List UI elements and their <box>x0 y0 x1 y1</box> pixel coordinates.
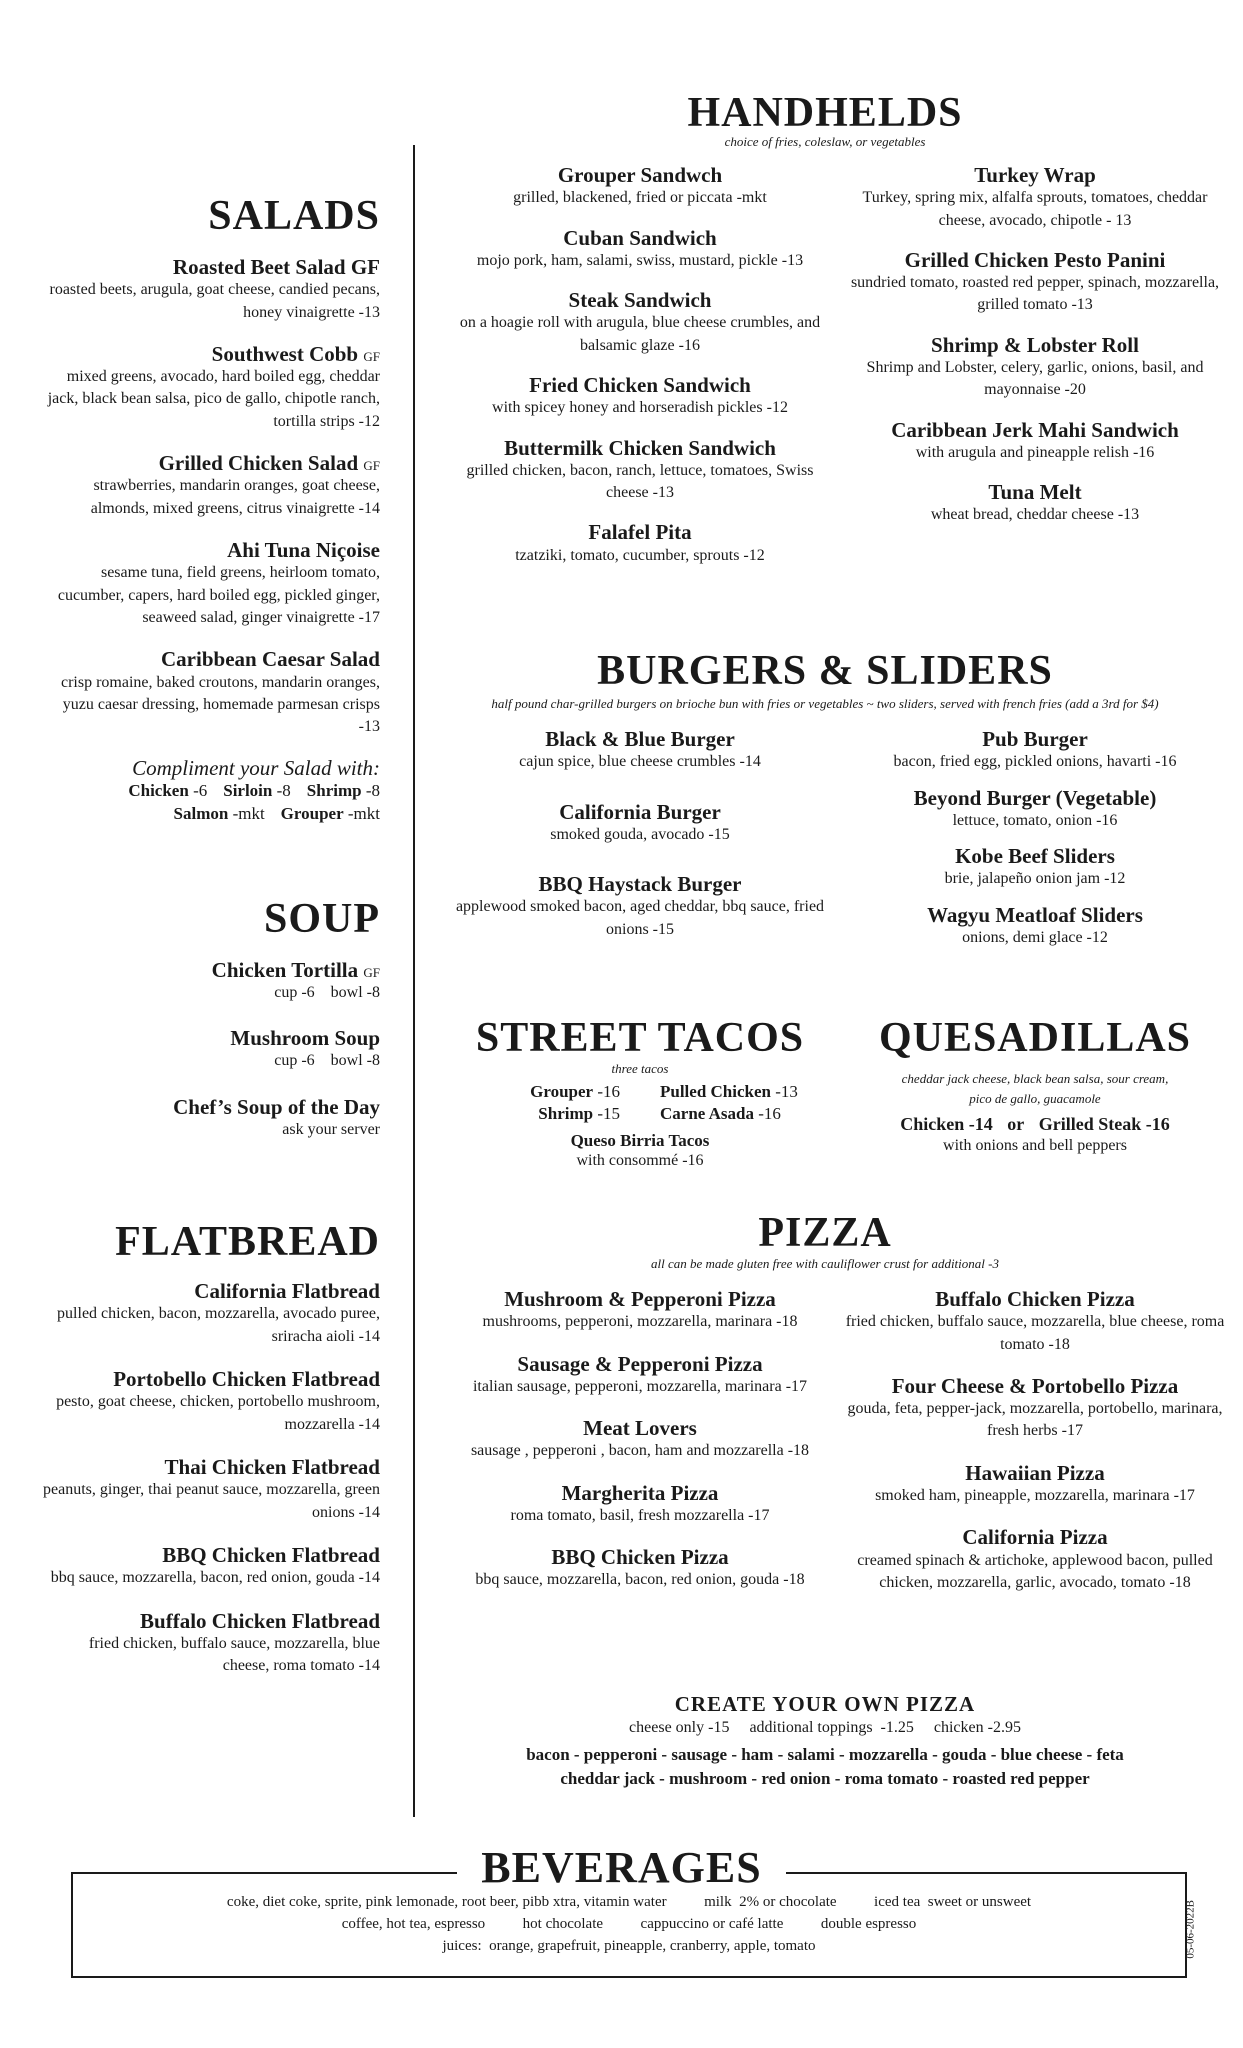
addon-item <box>307 781 380 800</box>
salad-addons-line2 <box>40 803 380 826</box>
burger-item <box>455 800 825 847</box>
burger-item <box>455 727 825 774</box>
item-name-text: BBQ Haystack Burger <box>538 872 742 897</box>
item-name <box>845 1287 1225 1311</box>
beverages-line-2: coffee, hot tea, espresso hot chocolate cappuccino or café latte double espresso <box>341 1915 917 1932</box>
item-name <box>455 226 825 250</box>
left-column <box>40 195 380 1697</box>
item-name-text: Roasted Beet Salad GF <box>172 255 380 279</box>
burgers-right-column <box>845 727 1225 961</box>
item-name-text: Caribbean Caesar Salad <box>161 647 380 672</box>
item-name <box>455 872 825 896</box>
item-description: applewood smoked bacon, aged cheddar, bbq sauce, fried onions -15 <box>455 898 825 938</box>
pizza-item <box>445 1545 835 1592</box>
item-description: italian sausage, pepperoni, mozzarella, marinara -17 <box>472 1377 808 1395</box>
flatbread-item <box>40 1609 380 1678</box>
addon-name: Grouper <box>280 803 344 823</box>
item-name <box>455 436 825 460</box>
handheld-item <box>845 248 1225 317</box>
pizza-section <box>430 1212 1220 1272</box>
create-your-own-pizza <box>430 1692 1220 1791</box>
quesadillas-subtitle-2: pico de gallo, guacamole <box>969 1090 1101 1106</box>
item-name <box>40 1026 380 1050</box>
item-name <box>455 163 825 187</box>
taco-item <box>640 1081 825 1103</box>
handhelds-subtitle: choice of fries, coleslaw, or vegetables <box>724 134 926 149</box>
item-description: smoked gouda, avocado -15 <box>550 825 730 843</box>
tacos-section <box>455 1017 825 1173</box>
handheld-item <box>845 480 1225 527</box>
item-name-text: Portobello Chicken Flatbread <box>113 1367 380 1392</box>
item-name-text: Cuban Sandwich <box>563 225 717 250</box>
beverages-line-3: juices: orange, grapefruit, pineapple, cranberry, apple, tomato <box>442 1937 816 1954</box>
addon-name: Sirloin <box>223 780 273 800</box>
pizza-title: PIZZA <box>758 1210 892 1256</box>
item-name <box>845 844 1225 868</box>
addon-price: -mkt <box>347 803 380 823</box>
item-name-text: Chef’s Soup of the Day <box>173 1094 380 1119</box>
handheld-item <box>455 163 825 210</box>
item-name-text: California Pizza <box>962 1525 1108 1550</box>
addon-price: -8 <box>276 780 291 800</box>
taco-name: Grouper <box>530 1081 594 1101</box>
burger-item <box>845 786 1225 833</box>
handheld-item <box>845 333 1225 402</box>
handhelds-left-column <box>455 163 825 583</box>
item-description: ask your server <box>282 1120 380 1138</box>
handheld-item <box>455 520 825 567</box>
item-name-text: Buffalo Chicken Flatbread <box>140 1608 380 1633</box>
pizza-item <box>845 1461 1225 1508</box>
burger-item <box>455 872 825 941</box>
item-name <box>40 647 380 671</box>
flatbread-title: FLATBREAD <box>115 1219 380 1266</box>
beverages-title: BEVERAGES <box>457 1846 785 1890</box>
cyo-toppings-1: bacon - pepperoni - sausage - ham - salami - mozzarella - gouda - blue cheese - feta <box>526 1745 1124 1765</box>
item-description: fried chicken, buffalo sauce, mozzarella, blue cheese, roma tomato -14 <box>88 1634 380 1675</box>
item-name <box>445 1416 835 1440</box>
item-name-text: BBQ Chicken Flatbread <box>162 1543 380 1568</box>
item-name-text: Buttermilk Chicken Sandwich <box>504 435 776 460</box>
item-name-text: Grilled Chicken Salad <box>158 451 359 476</box>
item-name <box>455 373 825 397</box>
taco-row <box>455 1103 825 1125</box>
item-name-text: Fried Chicken Sandwich <box>529 372 751 397</box>
item-description: bacon, fried egg, pickled onions, havarti -16 <box>893 753 1177 771</box>
beverages-line-1: coke, diet coke, sprite, pink lemonade, root beer, pibb xtra, vitamin water milk 2% or chocolate iced tea sweet or unsweet <box>226 1894 1032 1910</box>
soup-item <box>40 1026 380 1073</box>
quesadillas-desc: with onions and bell peppers <box>943 1137 1127 1154</box>
taco-name: Carne Asada <box>660 1103 754 1123</box>
item-name <box>445 1287 835 1311</box>
salad-item <box>40 451 380 520</box>
pizza-item <box>445 1352 835 1399</box>
handhelds-right-column <box>845 163 1225 543</box>
addon-price: -mkt <box>232 803 265 823</box>
item-description: roma tomato, basil, fresh mozzarella -17 <box>510 1506 770 1524</box>
item-description: wheat bread, cheddar cheese -13 <box>930 506 1140 524</box>
item-description: brie, jalapeño onion jam -12 <box>944 870 1126 888</box>
date-code: 05-06-2022B <box>1185 1900 1197 1959</box>
tacos-title: STREET TACOS <box>475 1015 805 1061</box>
flatbread-item <box>40 1455 380 1524</box>
tacos-subtitle: three tacos <box>611 1061 669 1076</box>
item-description: pulled chicken, bacon, mozzarella, avocado puree, sriracha aioli -14 <box>57 1305 380 1345</box>
item-name <box>845 786 1225 810</box>
taco-price: -13 <box>775 1081 798 1101</box>
item-name-text: Ahi Tuna Niçoise <box>227 538 380 563</box>
item-name <box>455 520 825 544</box>
item-name-text: Pub Burger <box>982 727 1088 751</box>
addon-item <box>223 781 291 800</box>
salad-addon-title: Compliment your Salad with: <box>132 755 380 780</box>
handheld-item <box>455 373 825 420</box>
quesadillas-title: QUESADILLAS <box>878 1015 1192 1061</box>
handheld-item <box>845 418 1225 465</box>
item-name-text: Buffalo Chicken Pizza <box>935 1287 1135 1311</box>
tacos-grid <box>455 1081 825 1125</box>
item-name <box>40 255 380 279</box>
burger-item <box>845 844 1225 891</box>
item-description: mixed greens, avocado, hard boiled egg, cheddar jack, black bean salsa, pico de gallo, chipotle ranch, tortilla strips -12 <box>47 368 380 430</box>
pizza-item <box>845 1525 1225 1594</box>
quesadilla-or: or <box>1007 1114 1025 1134</box>
burger-item <box>845 727 1225 774</box>
item-name-text: Tuna Melt <box>988 480 1082 505</box>
salad-item <box>40 538 380 629</box>
flatbread-list <box>40 1279 380 1677</box>
item-description: bbq sauce, mozzarella, bacon, red onion, gouda -18 <box>475 1571 805 1589</box>
taco-item <box>455 1081 640 1103</box>
item-name-text: Mushroom Soup <box>230 1026 380 1051</box>
quesadillas-subtitle-1: cheddar jack cheese, black bean salsa, sour cream, <box>901 1071 1169 1086</box>
item-name-text: Thai Chicken Flatbread <box>164 1455 380 1480</box>
soup-title: SOUP <box>263 895 380 942</box>
item-name <box>40 1543 380 1567</box>
gluten-free-badge: GF <box>363 348 380 364</box>
item-name-text: Southwest Cobb <box>211 341 359 366</box>
item-name-text: Black & Blue Burger <box>545 727 735 751</box>
item-name <box>40 342 380 366</box>
item-name-text: California Flatbread <box>194 1279 380 1304</box>
handheld-item <box>455 288 825 357</box>
cyo-toppings-2: cheddar jack - mushroom - red onion - roma tomato - roasted red pepper <box>560 1769 1090 1789</box>
item-name <box>445 1352 835 1376</box>
item-description: fried chicken, buffalo sauce, mozzarella, blue cheese, roma tomato -18 <box>845 1313 1225 1353</box>
item-name-text: Sausage & Pepperoni Pizza <box>517 1351 763 1376</box>
item-description: Shrimp and Lobster, celery, garlic, onions, basil, and mayonnaise -20 <box>866 358 1204 399</box>
salads-title: SALADS <box>208 193 380 239</box>
quesadilla-steak: Grilled Steak -16 <box>1038 1114 1170 1134</box>
salad-item <box>40 255 380 324</box>
item-description: mushrooms, pepperoni, mozzarella, marinara -18 <box>482 1313 798 1331</box>
pizza-subtitle: all can be made gluten free with cauliflower crust for additional -3 <box>651 1256 999 1271</box>
item-name-text: BBQ Chicken Pizza <box>551 1545 729 1570</box>
addon-name: Salmon <box>173 803 229 823</box>
item-description: tzatziki, tomato, cucumber, sprouts -12 <box>515 546 765 564</box>
item-description: lettuce, tomato, onion -16 <box>952 811 1118 829</box>
taco-item <box>455 1103 640 1125</box>
handheld-item <box>455 226 825 273</box>
soup-item <box>40 958 380 1005</box>
item-name-text: Steak Sandwich <box>568 288 712 313</box>
item-description: with arugula and pineapple relish -16 <box>915 443 1155 461</box>
item-description: cup -6 bowl -8 <box>274 1052 380 1070</box>
item-name <box>40 451 380 475</box>
item-name-text: Four Cheese & Portobello Pizza <box>891 1373 1179 1398</box>
item-description: sesame tuna, field greens, heirloom tomato, cucumber, capers, hard boiled egg, pickled ginger, seaweed salad, ginger vinaigrette -17 <box>57 564 380 627</box>
addon-price: -6 <box>193 780 208 800</box>
item-description: sausage , pepperoni , bacon, ham and mozzarella -18 <box>470 1442 810 1460</box>
item-name <box>40 1279 380 1303</box>
item-name <box>845 248 1225 272</box>
addon-name: Shrimp <box>306 780 362 800</box>
pizza-right-column <box>845 1287 1225 1612</box>
pizza-left-column <box>445 1287 835 1610</box>
item-name <box>40 1095 380 1119</box>
salad-addons-line1 <box>40 780 380 803</box>
item-name <box>845 480 1225 504</box>
item-description: sundried tomato, roasted red pepper, spinach, mozzarella, grilled tomato -13 <box>850 274 1220 314</box>
taco-row <box>455 1081 825 1103</box>
item-name <box>40 538 380 562</box>
item-name <box>845 333 1225 357</box>
item-description: cup -6 bowl -8 <box>274 983 380 1001</box>
item-name-text: Falafel Pita <box>588 520 692 545</box>
pizza-item <box>445 1287 835 1334</box>
item-name-text: Shrimp & Lobster Roll <box>931 332 1139 357</box>
item-name <box>445 1545 835 1569</box>
addon-price: -8 <box>365 780 380 800</box>
item-description: gouda, feta, pepper-jack, mozzarella, portobello, marinara, fresh herbs -17 <box>847 1400 1223 1440</box>
item-name-text: Mushroom & Pepperoni Pizza <box>504 1287 776 1311</box>
item-description: grilled, blackened, fried or piccata -mkt <box>513 189 767 207</box>
item-name <box>845 1525 1225 1549</box>
vertical-divider <box>413 145 415 1817</box>
item-description: Turkey, spring mix, alfalfa sprouts, tomatoes, cheddar cheese, avocado, chipotle - 13 <box>862 189 1208 229</box>
taco-price: -16 <box>597 1081 620 1101</box>
handheld-item <box>845 163 1225 232</box>
item-name-text: Hawaiian Pizza <box>965 1460 1105 1485</box>
taco-name: Shrimp <box>538 1103 594 1123</box>
addon-item <box>128 781 207 800</box>
item-name <box>455 727 825 751</box>
handheld-item <box>455 436 825 505</box>
pizza-item <box>445 1481 835 1528</box>
item-name <box>845 1374 1225 1398</box>
flatbread-item <box>40 1367 380 1436</box>
cyo-title: CREATE YOUR OWN PIZZA <box>674 1692 976 1716</box>
burgers-title: BURGERS & SLIDERS <box>597 648 1053 694</box>
item-name-text: Grouper Sandwch <box>557 163 723 187</box>
item-name-text: Beyond Burger (Vegetable) <box>913 785 1157 810</box>
burgers-section <box>430 650 1220 712</box>
quesadillas-options <box>845 1114 1225 1135</box>
item-name-text: Meat Lovers <box>583 1416 697 1441</box>
item-name <box>845 727 1225 751</box>
soup-item <box>40 1095 380 1142</box>
item-name-text: Margherita Pizza <box>561 1480 719 1505</box>
item-name-text: Caribbean Jerk Mahi Sandwich <box>891 417 1179 442</box>
item-description: mojo pork, ham, salami, swiss, mustard, pickle -13 <box>476 251 804 269</box>
queso-birria-name: Queso Birria Tacos <box>570 1130 710 1150</box>
salads-list <box>40 255 380 739</box>
pizza-item <box>845 1374 1225 1443</box>
item-name <box>845 163 1225 187</box>
item-description: crisp romaine, baked croutons, mandarin oranges, yuzu caesar dressing, homemade parmesan crisps -13 <box>60 673 380 736</box>
item-description: on a hoagie roll with arugula, blue cheese crumbles, and balsamic glaze -16 <box>459 314 821 354</box>
item-description: with spicey honey and horseradish pickles -12 <box>492 399 788 417</box>
soup-list <box>40 958 380 1142</box>
item-description: roasted beets, arugula, goat cheese, candied pecans, honey vinaigrette -13 <box>49 281 380 321</box>
item-name <box>40 958 380 982</box>
taco-price: -16 <box>758 1103 781 1123</box>
item-name <box>40 1609 380 1633</box>
item-description: cajun spice, blue cheese crumbles -14 <box>519 753 761 771</box>
item-description: grilled chicken, bacon, ranch, lettuce, tomatoes, Swiss cheese -13 <box>466 461 814 502</box>
quesadilla-chicken: Chicken -14 <box>900 1114 993 1134</box>
cyo-prices: cheese only -15 additional toppings -1.25 chicken -2.95 <box>629 1719 1021 1736</box>
item-description: strawberries, mandarin oranges, goat cheese, almonds, mixed greens, citrus vinaigrette -14 <box>90 477 380 517</box>
addon-item <box>174 804 265 823</box>
gluten-free-badge: GF <box>363 964 380 980</box>
item-name <box>455 800 825 824</box>
burger-item <box>845 903 1225 950</box>
salad-addons <box>40 757 380 826</box>
beverages-title-wrap <box>0 1843 1243 1892</box>
burgers-subtitle: half pound char-grilled burgers on brioche bun with fries or vegetables ~ two sliders, served with french fries (add a 3rd for $4) <box>491 696 1159 711</box>
item-name <box>40 1455 380 1479</box>
item-description: peanuts, ginger, thai peanut sauce, mozzarella, green onions -14 <box>43 1481 380 1521</box>
item-description: pesto, goat cheese, chicken, portobello mushroom, mozzarella -14 <box>56 1393 380 1433</box>
item-name-text: Wagyu Meatloaf Sliders <box>927 902 1143 927</box>
burgers-left-column <box>455 727 825 967</box>
item-name <box>40 1367 380 1391</box>
flatbread-item <box>40 1279 380 1348</box>
handhelds-title: HANDHELDS <box>687 90 963 136</box>
item-name-text: California Burger <box>559 799 721 824</box>
pizza-item <box>445 1416 835 1463</box>
item-name <box>455 288 825 312</box>
taco-item <box>640 1103 825 1125</box>
quesadillas-section <box>845 1017 1225 1157</box>
handhelds-section <box>430 92 1220 150</box>
queso-birria-desc: with consommé -16 <box>576 1152 704 1170</box>
salad-item <box>40 647 380 738</box>
addon-item <box>281 804 380 823</box>
item-description: onions, demi glace -12 <box>962 928 1108 946</box>
item-description: creamed spinach & artichoke, applewood bacon, pulled chicken, mozzarella, garlic, avocado, tomato -18 <box>857 1551 1213 1591</box>
item-name-text: Turkey Wrap <box>974 163 1096 187</box>
flatbread-item <box>40 1543 380 1590</box>
addon-name: Chicken <box>128 780 189 800</box>
taco-price: -15 <box>597 1103 620 1123</box>
salad-item <box>40 342 380 433</box>
taco-name: Pulled Chicken <box>660 1081 771 1101</box>
item-name <box>845 1461 1225 1485</box>
item-name <box>845 903 1225 927</box>
item-name <box>445 1481 835 1505</box>
item-description: smoked ham, pineapple, mozzarella, marinara -17 <box>875 1486 1195 1504</box>
item-description: bbq sauce, mozzarella, bacon, red onion, gouda -14 <box>50 1569 380 1587</box>
item-name-text: Grilled Chicken Pesto Panini <box>904 247 1166 272</box>
item-name-text: Kobe Beef Sliders <box>955 844 1115 869</box>
gluten-free-badge: GF <box>363 458 380 474</box>
pizza-item <box>845 1287 1225 1356</box>
item-name <box>845 418 1225 442</box>
item-name-text: Chicken Tortilla <box>211 957 359 982</box>
